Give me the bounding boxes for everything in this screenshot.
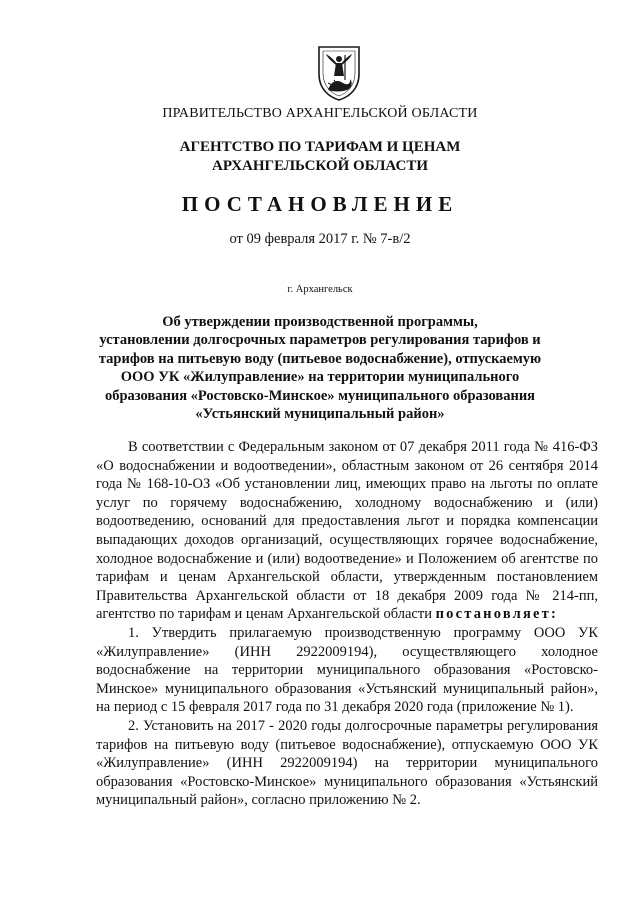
item-paragraph-2: 2. Установить на 2017 - 2020 годы долгосрочные параметры регулирования тарифов на питьевую воду (питьевое водоснабжение), отпускаемую ООО УК «Жилуправление» (ИНН 2922009194) на территории муниципального образования «Ростовско-Минское» муниципального образования «Устьянский муниципальный район», согласно приложению № 2. xyxy=(96,717,598,809)
document-type: ПОСТАНОВЛЕНИЕ xyxy=(181,192,459,216)
document-body xyxy=(96,438,598,810)
title-line: ООО УК «Жилуправление» на территории муниципального xyxy=(120,369,520,386)
title-line: Об утверждении производственной программы, xyxy=(162,314,478,330)
preamble-text: В соответствии с Федеральным законом от 07 декабря 2011 года № 416-ФЗ «О водоснабжении и водоотведении», областным законом от 26 сентября 2014 года № 168-10-ОЗ «Об установлении лиц, имеющих право на льготы по оплате услуг по горячему водоснабжению, холодному водоснабжению и (или) водоотведению, оснований для предоставления льгот и порядка компенсации выпадающих доходов организаций, осуществляющих горячее водоснабжение, холодное водоснабжение и (или) водоотведение» и Положением об агентстве по тарифам и ценам Архангельской области, утвержденным постановлением Правительства Архангельской области от 18 декабря 2009 года № 214-пп, агентство по тарифам и ценам Архангельской области xyxy=(96,439,598,623)
title-line: установлении долгосрочных параметров регулирования тарифов и xyxy=(99,332,541,349)
agency-name-line-2: АРХАНГЕЛЬСКОЙ ОБЛАСТИ xyxy=(212,158,428,174)
agency-name xyxy=(0,138,640,176)
item-paragraph-1: 1. Утвердить прилагаемую производственную программу ООО УК «Жилуправление» (ИНН 2922009194), осуществляющего холодное водоснабжение на территории муниципального образования «Ростовско-Минское» муниципального образования «Устьянский муниципальный район», на период с 15 февраля 2017 года по 31 декабря 2020 года (приложение № 1). xyxy=(96,624,598,716)
document-city: г. Архангельск xyxy=(287,284,353,295)
title-line: тарифов на питьевую воду (питьевое водоснабжение), отпускаемую xyxy=(98,350,542,367)
resolves-word: постановляет: xyxy=(435,606,559,623)
document-title xyxy=(0,313,640,423)
title-line: образования «Ростовско-Минское» муниципального образования xyxy=(104,387,536,404)
agency-name-line-1: АГЕНТСТВО ПО ТАРИФАМ И ЦЕНАМ xyxy=(179,139,461,155)
coat-of-arms-icon xyxy=(316,44,362,102)
title-line: «Устьянский муниципальный район» xyxy=(195,406,445,423)
preamble-paragraph xyxy=(96,438,598,624)
government-name: ПРАВИТЕЛЬСТВО АРХАНГЕЛЬСКОЙ ОБЛАСТИ xyxy=(162,106,478,121)
document-date-number: от 09 февраля 2017 г. № 7-в/2 xyxy=(229,231,411,247)
